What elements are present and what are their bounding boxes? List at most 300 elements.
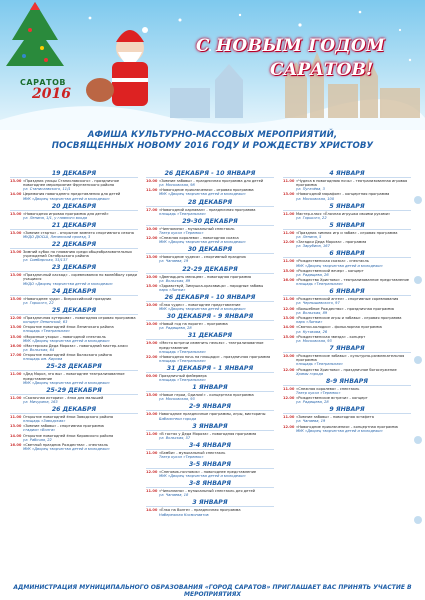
event-time: 11.00 xyxy=(283,415,295,420)
event-description xyxy=(159,236,274,244)
day-heading: 25-28 ДЕКАБРЯ xyxy=(10,363,138,371)
event-title: «Святки-колядки» - фольклорная программа xyxy=(296,325,382,330)
event-title: «Зимние забавы» - праздничная программа для детей xyxy=(159,179,264,183)
event-title: «Рождественские встречи» - концерт xyxy=(296,396,368,401)
event-item xyxy=(283,179,411,191)
event-place: ул. Московская, 93 xyxy=(296,338,332,343)
event-time: 15.00 xyxy=(283,334,295,339)
event-place: ул. Московская, 98 xyxy=(159,183,195,188)
event-title: «Новые герои, Одилия!» - концертная программа xyxy=(159,393,254,398)
day-heading: 5 ЯНВАРЯ xyxy=(283,203,411,211)
event-item xyxy=(283,425,411,433)
event-title: «Новогодний карнавал» - праздничная программа xyxy=(159,207,256,212)
day-heading: 6 ЯНВАРЯ xyxy=(283,288,411,296)
day-heading: 31 ДЕКАБРЯ xyxy=(146,332,274,340)
footer-invitation: АДМИНИСТРАЦИЯ МУНИЦИПАЛЬНОГО ОБРАЗОВАНИЯ «ГОРОД САРАТОВ» ПРИГЛАШАЕТ ВАС ПРИНЯТЬ УЧАСТИЕ В МЕРОПРИЯТИЯХ xyxy=(13,584,412,598)
event-place: МУК «Дворец творчества детей и молодежи» xyxy=(23,196,110,201)
event-item xyxy=(10,192,138,200)
event-title: Новогодние праздничные программы, игры, викторины xyxy=(159,412,266,417)
event-item xyxy=(146,355,274,363)
event-time: 12.00 xyxy=(283,424,295,429)
event-title: «Ёлка на Волге» - праздничная программа xyxy=(159,508,241,513)
side-ornament-icon xyxy=(411,170,425,590)
event-item xyxy=(10,231,138,239)
event-time: 11.00 xyxy=(283,230,295,235)
event-time: 15.00 xyxy=(146,393,158,398)
event-description xyxy=(159,470,274,478)
event-title: «Новогодняя игровая программа для детей» xyxy=(23,211,109,216)
event-time: 17.00 xyxy=(146,207,158,212)
event-title: «Снеговик-почтовик» - новогоднее представление xyxy=(159,470,257,475)
header-banner xyxy=(0,0,425,130)
day-heading: 20 ДЕКАБРЯ xyxy=(10,203,138,211)
event-place: МУК «Дворец творчества детей и молодежи» xyxy=(296,428,383,433)
event-description xyxy=(159,508,274,516)
event-place: площадь «Заводская» xyxy=(23,419,66,424)
event-item xyxy=(10,344,138,352)
event-title: «Рождество Христово» - праздничное богослужение xyxy=(296,367,397,372)
greeting-line-1: С НОВЫМ ГОДОМ xyxy=(196,36,386,56)
event-place: ул. Кутякова, 26 xyxy=(296,329,328,334)
event-place: Театр кукол «Теремок» xyxy=(296,390,341,395)
event-description xyxy=(23,353,138,361)
event-time: 12.00 xyxy=(283,396,295,401)
day-heading: 26 ДЕКАБРЯ - 10 ЯНВАРЯ xyxy=(146,170,274,178)
event-time: 12.00 xyxy=(283,306,295,311)
event-description xyxy=(296,278,411,286)
event-title: «Новогодние приключения» - игровая программа xyxy=(159,188,254,193)
event-title: «Рождественская звезда» - концерт xyxy=(296,334,366,339)
event-description xyxy=(23,179,138,191)
day-heading: 30 ДЕКАБРЯ xyxy=(146,246,274,254)
event-place: ул. Горького, 22 xyxy=(296,215,327,220)
event-title: «Снежная королева» - новогодняя сказка xyxy=(159,236,239,241)
event-item xyxy=(146,255,274,263)
events-columns xyxy=(10,168,410,578)
event-description xyxy=(296,231,411,239)
event-title: Открытие новогодней ёлки Заводского района xyxy=(23,414,114,419)
event-description xyxy=(296,368,411,376)
event-title: «Зимние старты» - открытие зимнего спортивного сезона xyxy=(23,230,134,235)
event-description xyxy=(296,259,411,267)
event-time: 11.00 xyxy=(10,414,22,419)
event-time: 13.00 xyxy=(283,316,295,321)
poster-title xyxy=(0,130,425,170)
event-description xyxy=(23,316,138,324)
title-line-2: ПОСВЯЩЕННЫХ НОВОМУ 2016 ГОДУ И РОЖДЕСТВУ ХРИСТОВУ xyxy=(51,141,374,151)
event-time: 10.00 xyxy=(283,354,295,359)
event-place: МУК «Дворец творчества детей и молодежи» xyxy=(23,380,110,385)
event-item xyxy=(283,335,411,343)
day-heading: 19 ДЕКАБРЯ xyxy=(10,170,138,178)
event-item xyxy=(146,275,274,283)
event-title: «Новый год на пороге» - программа xyxy=(159,322,228,327)
event-item xyxy=(146,412,274,420)
event-description xyxy=(23,325,138,333)
event-time: 13.00 xyxy=(10,273,22,278)
event-place: ул. Чапаева, 19 xyxy=(296,419,326,424)
day-heading: 23 ДЕКАБРЯ xyxy=(10,264,138,272)
event-place: ул. Ленина, 1/1, у главного входа xyxy=(23,215,87,220)
event-place: парк «Липки» xyxy=(159,287,186,292)
event-title: «Двенадцать месяцев» - новогодняя программа xyxy=(159,274,252,279)
event-time: 15.00 xyxy=(10,334,22,339)
event-time: 13.00 xyxy=(146,255,158,260)
event-time: 19.00 xyxy=(146,341,158,346)
event-title: «Новогодний марафон» - концертная программа xyxy=(296,192,390,197)
event-description xyxy=(23,273,138,285)
day-heading: 28 ДЕКАБРЯ xyxy=(146,199,274,207)
day-heading: 3-4 ЯНВАРЯ xyxy=(146,442,274,450)
event-place: ул. Радищева, 26 xyxy=(296,272,329,277)
event-description xyxy=(23,443,138,451)
event-time: 10.00 xyxy=(146,322,158,327)
event-place: МУК «Дворец творчества детей и молодежи» xyxy=(296,263,383,268)
day-heading: 3 ЯНВАРЯ xyxy=(146,423,274,431)
event-title: «Загадки Деда Мороза» - программа xyxy=(296,240,367,245)
event-item xyxy=(146,236,274,244)
event-description xyxy=(159,489,274,497)
event-time: 11.00 xyxy=(146,450,158,455)
event-description xyxy=(296,354,411,366)
event-place: ул. Вольская, 89 xyxy=(296,310,328,315)
event-place: ул. Рабочая, 22 xyxy=(23,437,52,442)
event-item xyxy=(10,325,138,333)
event-place: ул. Московская, 100 xyxy=(296,196,335,201)
event-title: «Дед Мороз, это вы» - новогоднее театрализованное представление xyxy=(23,372,125,381)
event-description xyxy=(296,179,411,191)
event-title: «Чиполлино» - музыкальный спектакль для детей xyxy=(159,489,255,494)
event-description xyxy=(296,415,411,423)
event-description xyxy=(296,325,411,333)
event-item xyxy=(10,372,138,384)
day-heading: 29-30 ДЕКАБРЯ xyxy=(146,218,274,226)
event-item xyxy=(283,192,411,200)
event-item xyxy=(146,432,274,440)
event-description xyxy=(296,212,411,220)
event-item xyxy=(283,297,411,305)
event-time: 11.00 xyxy=(283,297,295,302)
event-item xyxy=(146,208,274,216)
event-description xyxy=(159,275,274,283)
event-description xyxy=(23,192,138,200)
event-title: «Новогодняя ночь на площади» - праздничная программа xyxy=(159,354,271,359)
event-place: Театр кукол «Теремок» xyxy=(159,230,204,235)
event-place: МУК «Дворец творчества детей и молодежи» xyxy=(23,447,110,452)
event-place: ул. Радищева, 28 xyxy=(159,326,192,331)
event-place: парк «Липки» xyxy=(296,320,323,325)
event-item xyxy=(146,179,274,187)
event-place: ул. Мичурина, 163 xyxy=(23,399,58,404)
event-time: 11.00 xyxy=(146,188,158,193)
event-time: 16.00 xyxy=(283,278,295,283)
day-heading: 30 ДЕКАБРЯ - 9 ЯНВАРЯ xyxy=(146,313,274,321)
event-time: 12.00 xyxy=(146,236,158,241)
event-time: 15.00 xyxy=(146,283,158,288)
event-time: 11.00 xyxy=(10,395,22,400)
event-time: 11.00 xyxy=(10,372,22,377)
event-item xyxy=(146,489,274,497)
event-time: 16.00 xyxy=(10,443,22,448)
event-item xyxy=(146,374,274,382)
event-title: Праздничный фейерверк xyxy=(159,374,207,379)
event-time: 15.00 xyxy=(10,296,22,301)
event-title: «Праздничный каскад» - соревнования по волейболу среди учащихся xyxy=(23,273,138,282)
event-description xyxy=(159,255,274,263)
event-description xyxy=(23,231,138,239)
day-heading: 25 ДЕКАБРЯ xyxy=(10,307,138,315)
event-item xyxy=(10,424,138,432)
day-heading: 1 ЯНВАРЯ xyxy=(146,384,274,392)
event-place: МУК «Дворец творчества детей и молодежи» xyxy=(159,474,246,479)
event-title: «Зимние забавы» - спортивная программа xyxy=(23,424,104,429)
event-place: Библиотеки города xyxy=(159,416,197,421)
event-description xyxy=(159,188,274,196)
day-heading: 2-9 ЯНВАРЯ xyxy=(146,403,274,411)
event-time: 12.00 xyxy=(146,470,158,475)
event-time: 11.00 xyxy=(283,179,295,183)
event-description xyxy=(159,355,274,363)
event-time: 11.00 xyxy=(146,431,158,436)
event-place: площадь «Театральная» xyxy=(159,211,206,216)
event-item xyxy=(283,231,411,239)
year-label: 2016 xyxy=(32,86,71,102)
event-place: Театр кукол «Теремок» xyxy=(159,454,204,459)
event-item xyxy=(283,316,411,324)
event-title: «Снежная королева» - спектакль xyxy=(296,386,360,391)
event-item xyxy=(283,415,411,423)
event-title: Открытие новогодней ёлки Кировского района xyxy=(23,433,114,438)
event-item xyxy=(146,393,274,401)
event-title: «Сказочная история» - ёлка для малышей xyxy=(23,395,104,400)
event-description xyxy=(296,425,411,433)
event-item xyxy=(146,322,274,330)
day-heading: 9 ЯНВАРЯ xyxy=(283,406,411,414)
event-description xyxy=(296,307,411,315)
event-description xyxy=(23,415,138,423)
event-title: «Волшебное Рождество» - праздничная программа xyxy=(296,306,394,311)
event-time: 12.00 xyxy=(283,240,295,245)
event-item xyxy=(10,250,138,262)
day-heading: 26 ДЕКАБРЯ xyxy=(10,406,138,414)
event-item xyxy=(10,415,138,423)
event-place: ул. Чернышевского, 97 xyxy=(296,301,340,306)
event-item xyxy=(283,212,411,220)
event-description xyxy=(296,396,411,404)
day-heading: 3-5 ЯНВАРЯ xyxy=(146,461,274,469)
event-title: «Новогодние приключения» - концертная программа xyxy=(296,424,398,429)
event-time: 22.00 xyxy=(146,354,158,359)
event-title: Открытие новогодней ёлки Волжского района xyxy=(23,353,112,358)
event-time: 17.00 xyxy=(10,353,22,358)
event-title: «Здравствуй, Зимушка-красавица» - народные забавы xyxy=(159,283,264,288)
event-place: Набережная Космонавтов xyxy=(159,512,209,517)
event-description xyxy=(159,374,274,382)
event-description xyxy=(159,208,274,216)
event-time: 14.00 xyxy=(146,508,158,513)
event-title: «В гостях у Деда Мороза» - новогодняя программа xyxy=(159,431,257,436)
event-item xyxy=(146,188,274,196)
event-place: ул. Горького, 22 xyxy=(23,300,54,305)
event-time: 10.00 xyxy=(146,412,158,417)
event-place: площадь «Театральная» xyxy=(159,349,206,354)
day-heading: 22 ДЕКАБРЯ xyxy=(10,241,138,249)
event-item xyxy=(146,341,274,353)
event-description xyxy=(296,192,411,200)
event-item xyxy=(283,396,411,404)
event-place: концерт Ленинской, 63 xyxy=(23,319,68,324)
event-item xyxy=(10,335,138,343)
event-time: 13.00 xyxy=(10,325,22,330)
event-place: Храмы города xyxy=(296,371,323,376)
event-item xyxy=(10,297,138,305)
event-place: МУДО ДЮСШ, Ленинский проезд, 3 xyxy=(23,234,91,239)
event-description xyxy=(23,344,138,352)
event-title: «Новогоднее чудо» - Всероссийский праздник xyxy=(23,296,112,301)
event-place: ул. Вольская, 89 xyxy=(159,278,191,283)
event-description xyxy=(159,341,274,353)
event-title: «Чипполино» - музыкальный спектакль xyxy=(159,226,235,231)
event-place: площадь «Театральная» xyxy=(296,282,343,287)
event-place: ул. Радищева, 28 xyxy=(296,400,329,405)
events-column-3 xyxy=(283,168,411,434)
event-item xyxy=(283,354,411,366)
event-time: 13.00 xyxy=(10,230,22,235)
event-place: площадь «Театральная» xyxy=(23,329,70,334)
event-item xyxy=(283,387,411,395)
event-place: МУК «Дворец творчества детей и молодежи» xyxy=(159,240,246,245)
greeting-line-2: САРАТОВ! xyxy=(270,60,374,80)
event-time: 13.00 xyxy=(10,250,22,255)
event-item xyxy=(146,451,274,459)
event-description xyxy=(159,412,274,420)
event-time: 00.00 xyxy=(146,374,158,379)
day-heading: 21 ДЕКАБРЯ xyxy=(10,222,138,230)
event-description xyxy=(23,250,138,262)
event-place: ул. Чапаева, 18 xyxy=(159,493,189,498)
event-time: 11.00 xyxy=(283,211,295,216)
day-heading: 3 ЯНВАРЯ xyxy=(146,499,274,507)
event-place: ул. Вольская, 64 xyxy=(23,348,55,352)
event-title: «Зимние забавы» - новогодняя эстафета xyxy=(296,415,374,420)
event-item xyxy=(146,470,274,478)
event-description xyxy=(23,424,138,432)
event-item xyxy=(283,259,411,267)
event-time: 10.00 xyxy=(146,226,158,231)
event-time: 14.00 xyxy=(10,433,22,438)
event-title: «Мастерская Деда Мороза» - новогодний мастер-класс xyxy=(23,343,129,348)
event-title: Открытие новогодней ёлки Ленинского района xyxy=(23,325,114,330)
event-title: «Праздник зимних игр и забав» - игровая программа xyxy=(296,230,398,235)
event-description xyxy=(296,335,411,343)
event-place: ул. Вольская, 57 xyxy=(159,435,191,440)
event-item xyxy=(10,443,138,451)
event-description xyxy=(23,212,138,220)
day-heading: 31 ДЕКАБРЯ - 1 ЯНВАРЯ xyxy=(146,365,274,373)
event-title: Зимний кубок по плаванию среди общеобразовательных учреждений Октябрьского района xyxy=(23,250,133,259)
event-place: ул. Ленина, 5 xyxy=(296,234,322,239)
event-place: стадион «Волга» xyxy=(23,428,56,433)
event-time: 10.00 xyxy=(146,303,158,308)
event-description xyxy=(159,227,274,235)
event-place: ул. Чапаева, 19 xyxy=(159,259,189,264)
event-time: 10.00 xyxy=(146,179,158,183)
event-description xyxy=(296,269,411,277)
event-time: 14.00 xyxy=(283,325,295,330)
event-time: 12.00 xyxy=(283,367,295,372)
event-time: 13.00 xyxy=(10,211,22,216)
event-title: «Рождественский вечер» - концерт xyxy=(296,268,364,273)
events-column-1 xyxy=(10,168,138,452)
day-heading: 26 ДЕКАБРЯ - 10 ЯНВАРЯ xyxy=(146,294,274,302)
day-heading: 4 ЯНВАРЯ xyxy=(283,170,411,178)
event-time: 15.00 xyxy=(283,268,295,273)
event-description xyxy=(296,316,411,324)
event-description xyxy=(296,240,411,248)
event-time: 16.00 xyxy=(10,343,22,348)
event-title: «Место встречи изменить нельзя» - театрализованное представление xyxy=(159,341,264,350)
day-heading: 5 ЯНВАРЯ xyxy=(283,222,411,230)
event-time: 10.00 xyxy=(146,274,158,279)
event-time: 12.00 xyxy=(10,315,22,320)
event-description xyxy=(23,297,138,305)
event-description xyxy=(23,335,138,343)
event-description xyxy=(159,451,274,459)
event-title: «Рождественские игры и забавы» - игровая программа xyxy=(296,316,402,321)
events-column-2 xyxy=(146,168,274,518)
event-title: «Морозные узоры» - новогодний спектакль xyxy=(23,334,106,339)
event-item xyxy=(283,278,411,286)
event-description xyxy=(159,303,274,311)
event-item xyxy=(10,316,138,324)
event-item xyxy=(10,212,138,220)
event-description xyxy=(23,396,138,404)
event-item xyxy=(10,179,138,191)
event-description xyxy=(159,179,274,187)
event-place: ул. Московская, 93 xyxy=(159,397,195,402)
event-title: «Рождественская сказка» - спектакль xyxy=(296,259,369,264)
event-item xyxy=(10,273,138,285)
event-title: «Рождество Христово» - театрализованное представление xyxy=(296,278,409,283)
event-time: 11.00 xyxy=(283,259,295,264)
event-place: ул. Станиславского, 11/1 xyxy=(23,187,71,192)
event-time: 11.00 xyxy=(146,489,158,494)
day-heading: 25-29 ДЕКАБРЯ xyxy=(10,387,138,395)
event-item xyxy=(146,284,274,292)
event-description xyxy=(296,387,411,395)
event-title: «Ёлка чудес» - новогоднее представление xyxy=(159,303,241,308)
day-heading: 22-29 ДЕКАБРЯ xyxy=(146,266,274,274)
event-item xyxy=(10,396,138,404)
event-title: «Новогодние чудеса» - спортивный праздник xyxy=(159,255,247,260)
event-title: «Рождественские забавы» - культурно-развлекательная программа xyxy=(296,354,405,363)
title-line-1: АФИША КУЛЬТУРНО-МАССОВЫХ МЕРОПРИЯТИЙ, xyxy=(87,130,338,140)
event-description xyxy=(159,322,274,330)
day-heading: 6 ЯНВАРЯ xyxy=(283,250,411,258)
event-description xyxy=(159,393,274,401)
day-heading: 24 ДЕКАБРЯ xyxy=(10,288,138,296)
city-name: САРАТОВ xyxy=(20,78,66,87)
event-place: площадь «Театральная» xyxy=(296,362,343,367)
event-title: «Светлый праздник Рождества» - спектакль xyxy=(23,443,109,448)
event-title: «Праздничная кутерьма» - новогодняя игровая программа xyxy=(23,315,136,320)
event-place: площадь «Театральная» xyxy=(159,359,206,363)
day-heading: 3-8 ЯНВАРЯ xyxy=(146,480,274,488)
event-title: «Бэмби» - музыкальный спектакль xyxy=(159,450,226,455)
event-item xyxy=(283,240,411,248)
day-heading: 7 ЯНВАРЯ xyxy=(283,345,411,353)
event-description xyxy=(23,372,138,384)
